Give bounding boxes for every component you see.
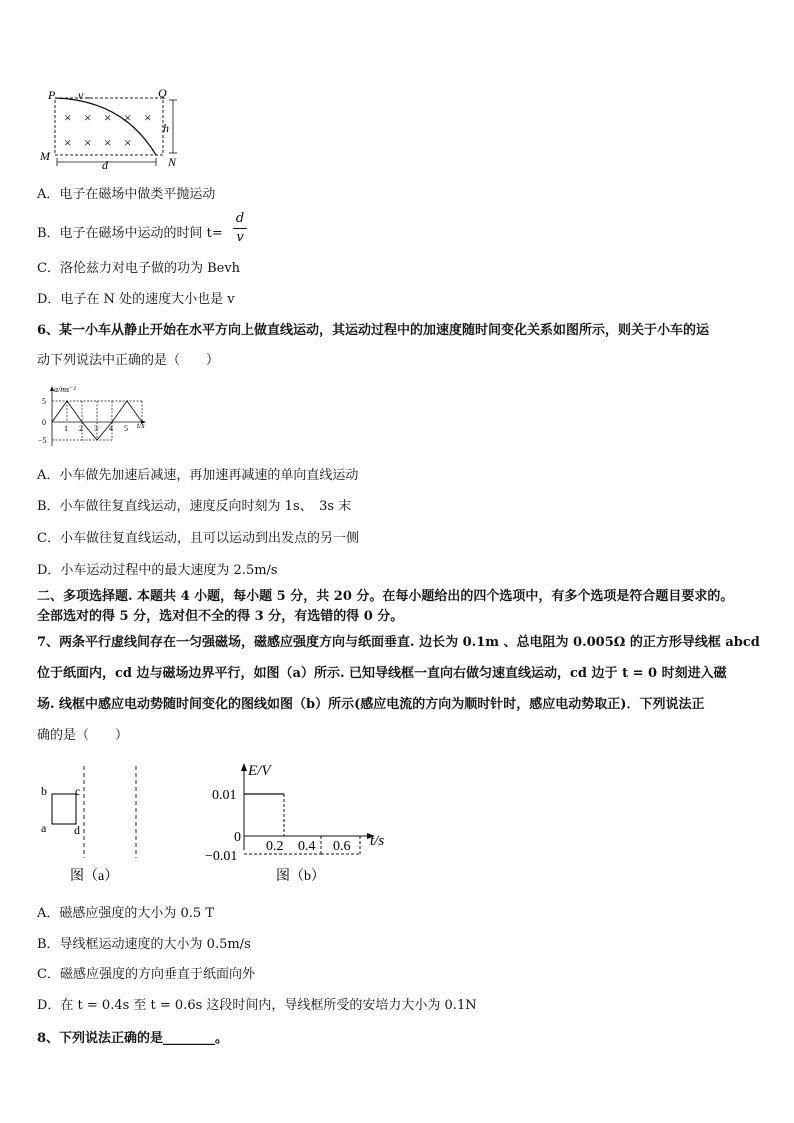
section2-line2: 全部选对的得 5 分，选对但不全的得 3 分，有选错的得 0 分。 xyxy=(37,609,404,624)
q5-option-b: B．电子在磁场中运动的时间 t= xyxy=(37,226,223,241)
q7-option-d: D．在 t = 0.4s 至 t = 0.6s 这段时间内，导线框所受的安培力大小为 0.1N xyxy=(37,998,477,1013)
graph-t3: 3 xyxy=(94,424,98,433)
section2-line1: 二、多项选择题. 本题共 4 小题，每小题 5 分，共 20 分。在每小题给出的四个选项中，有多个选项是符合题目要求的。 xyxy=(37,589,734,604)
svg-text:×: × xyxy=(124,135,132,150)
q7-option-c: C．磁感应强度的方向垂直于纸面向外 xyxy=(37,967,255,982)
svg-text:×: × xyxy=(104,110,112,125)
label-d: d xyxy=(102,158,108,172)
label-M: M xyxy=(40,149,50,163)
graph-y-5: 5 xyxy=(42,397,46,406)
graph-b-y-neg: −0.01 xyxy=(205,849,238,864)
label-P: P xyxy=(48,88,56,102)
svg-text:×: × xyxy=(104,135,112,150)
q6-stem-line2: 动下列说法中正确的是（ ） xyxy=(37,353,220,368)
graph-b-y-pos: 0.01 xyxy=(212,788,237,803)
label-N: N xyxy=(168,155,177,169)
graph-y-neg5: −5 xyxy=(38,436,47,445)
magnetic-field-figure xyxy=(38,86,188,174)
coil-label-c: c xyxy=(75,784,81,798)
coil-label-d: d xyxy=(74,823,80,837)
graph-t5: 5 xyxy=(124,424,128,433)
field-crosses xyxy=(64,110,151,150)
figure-a-caption: 图（a） xyxy=(70,869,119,884)
graph-b-ylabel: E/V xyxy=(248,763,271,779)
q8-stem: 8、下列说法正确的是________。 xyxy=(37,1031,229,1046)
graph-b-t1: 0.2 xyxy=(266,839,284,854)
svg-text:×: × xyxy=(64,135,72,150)
q5-option-d: D．电子在 N 处的速度大小也是 v xyxy=(37,292,235,307)
q5-option-b-fraction xyxy=(233,211,247,246)
graph-b-xlabel: t/s xyxy=(370,833,385,849)
fraction-numerator: d xyxy=(235,211,245,226)
figure-b-caption: 图（b） xyxy=(276,869,325,884)
graph-b-t3: 0.6 xyxy=(333,839,351,854)
q7-option-b: B．导线框运动速度的大小为 0.5m/s xyxy=(37,937,251,952)
graph-y-0: 0 xyxy=(42,418,46,427)
q7-stem-line2: 位于纸面内，cd 边与磁场边界平行，如图（a）所示. 已知导线框一直向右做匀速直线运动，cd 边于 t = 0 时刻进入磁 xyxy=(37,666,727,681)
q6-option-d: D．小车运动过程中的最大速度为 2.5m/s xyxy=(37,563,278,578)
q6-option-b: B．小车做往复直线运动，速度反向时刻为 1s、 3s 末 xyxy=(37,499,352,514)
label-h: h xyxy=(163,121,169,135)
figure-b-emf-graph xyxy=(200,758,400,890)
svg-text:×: × xyxy=(144,110,152,125)
coil-label-b: b xyxy=(41,784,47,798)
graph-b-t2: 0.4 xyxy=(298,839,316,854)
q6-option-a: A．小车做先加速后减速，再加速再减速的单向直线运动 xyxy=(37,468,359,483)
svg-text:×: × xyxy=(84,135,92,150)
graph-t4: 4 xyxy=(109,424,113,433)
q7-stem-line1: 7、两条平行虚线间存在一匀强磁场，磁感应强度方向与纸面垂直. 边长为 0.1m 、总电阻为 0.005Ω 的正方形导线框 abcd xyxy=(37,635,760,650)
svg-text:×: × xyxy=(84,110,92,125)
graph-xlabel: t/s xyxy=(137,421,145,430)
coil-label-a: a xyxy=(41,821,47,835)
graph-t1: 1 xyxy=(64,424,68,433)
q6-stem-line1: 6、某一小车从静止开始在水平方向上做直线运动，其运动过程中的加速度随时间变化关系如图所示，则关于小车的运 xyxy=(37,323,710,338)
svg-text:×: × xyxy=(64,110,72,125)
svg-text:×: × xyxy=(124,110,132,125)
q7-stem-line3: 场. 线框中感应电动势随时间变化的图线如图（b）所示(感应电流的方向为顺时针时，感应电动势取正)．下列说法正 xyxy=(37,697,705,712)
graph-ylabel: a/ms⁻² xyxy=(54,385,76,394)
q7-option-a: A．磁感应强度的大小为 0.5 T xyxy=(37,906,214,921)
q6-option-c: C．小车做往复直线运动，且可以运动到出发点的另一侧 xyxy=(37,531,359,546)
fraction-denominator: v xyxy=(236,230,244,245)
graph-t2: 2 xyxy=(79,424,83,433)
q5-option-a: A．电子在磁场中做类平抛运动 xyxy=(37,187,216,202)
label-Q: Q xyxy=(158,86,167,100)
label-v: v xyxy=(78,88,84,102)
figure-a-coil xyxy=(38,763,158,893)
graph-b-zero: 0 xyxy=(234,830,241,845)
q7-stem-line4: 确的是（ ） xyxy=(37,728,129,743)
acceleration-time-graph xyxy=(36,384,154,450)
q5-option-c: C．洛伦兹力对电子做的功为 Bevh xyxy=(37,261,241,276)
